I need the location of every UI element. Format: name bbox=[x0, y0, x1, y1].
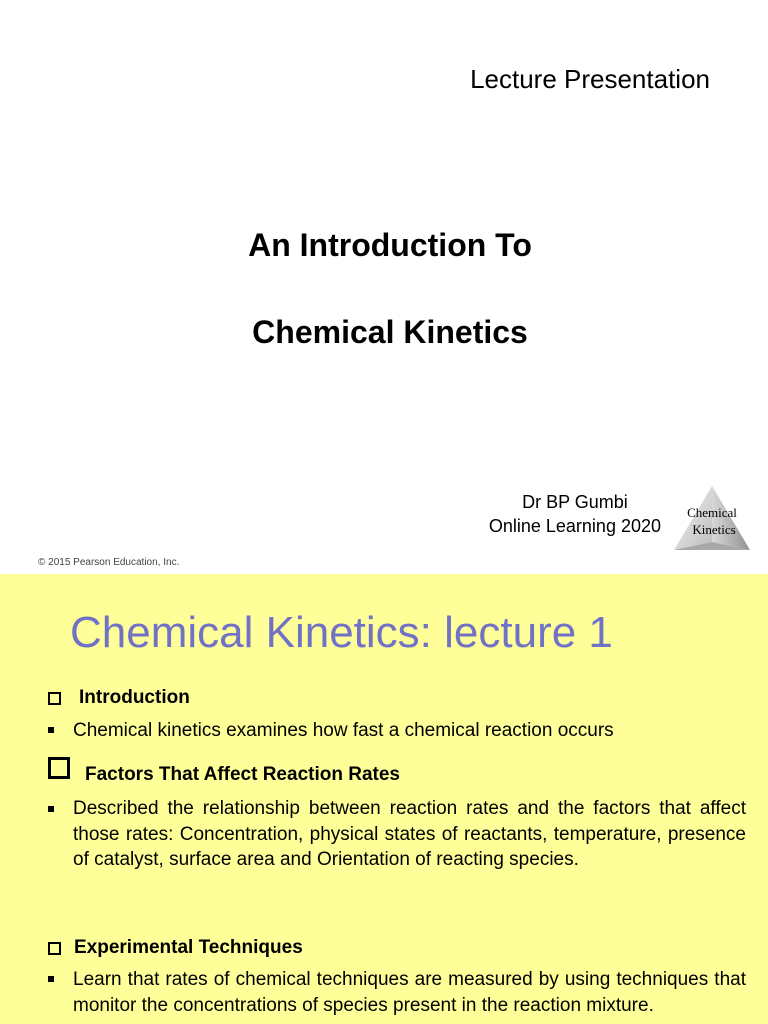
bullet-square-icon bbox=[48, 806, 54, 812]
lecture-slide bbox=[0, 574, 768, 1024]
section-heading-introduction: Introduction bbox=[79, 687, 190, 708]
logo-text-line-2: Kinetics bbox=[692, 522, 736, 537]
chemical-kinetics-logo bbox=[672, 486, 752, 552]
lecture-presentation-header: Lecture Presentation bbox=[470, 64, 710, 94]
bullet-square-icon bbox=[48, 727, 54, 733]
lecture-title: Chemical Kinetics: lecture 1 bbox=[70, 608, 613, 657]
checkbox-icon bbox=[48, 692, 61, 705]
section-heading-experimental: Experimental Techniques bbox=[74, 937, 303, 958]
author-name: Dr BP Gumbi bbox=[522, 492, 628, 512]
section-text-factors: Described the relationship between reaction rates and the factors that affect those rates: Concentration, physical states of reactants, temperature, presence of catalyst, surface area and Orientation of reacting species. bbox=[73, 798, 746, 870]
logo-text-line-1: Chemical bbox=[687, 505, 737, 520]
checkbox-icon bbox=[48, 757, 70, 779]
section-heading-factors: Factors That Affect Reaction Rates bbox=[85, 764, 400, 785]
course-name: Online Learning 2020 bbox=[488, 516, 661, 536]
author-block bbox=[489, 490, 661, 538]
section-text-experimental: Learn that rates of chemical techniques are measured by using techniques that monitor the concentrations of species present in the reaction mixture. bbox=[73, 969, 746, 1016]
checkbox-icon bbox=[48, 942, 61, 955]
section-text-introduction: Chemical kinetics examines how fast a chemical reaction occurs bbox=[73, 720, 614, 741]
bullet-square-icon bbox=[48, 976, 54, 982]
slide-title-line-1: An Introduction To bbox=[248, 227, 532, 263]
copyright-notice: © 2015 Pearson Education, Inc. bbox=[38, 557, 180, 568]
slide-title-line-2: Chemical Kinetics bbox=[252, 314, 528, 350]
